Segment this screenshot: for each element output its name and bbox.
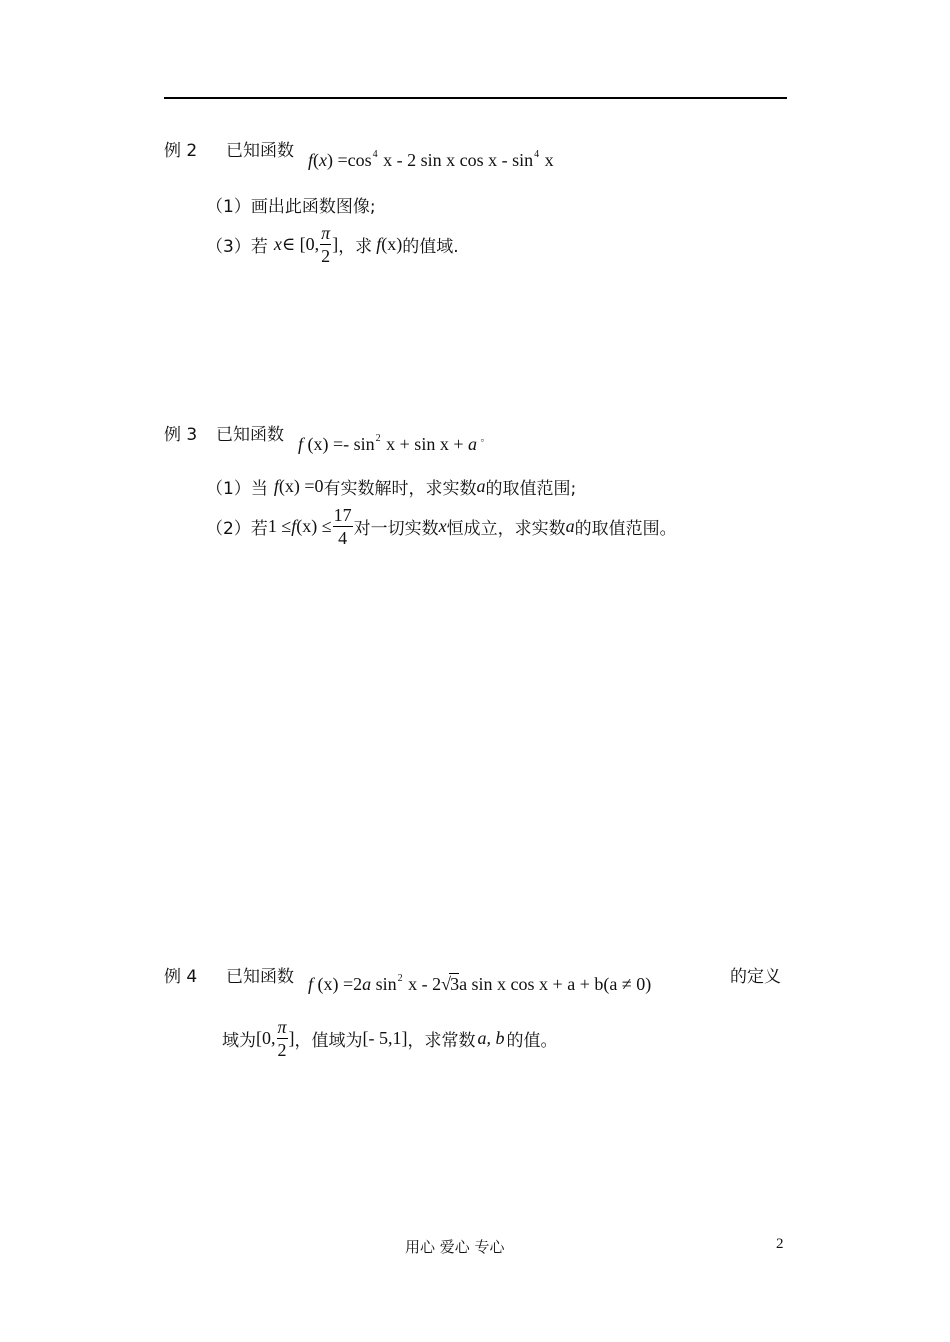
- ex3-q1: （1）当 f (x) =0 有实数解时，求实数 a 的取值范围;: [206, 476, 577, 499]
- ex2-q3-fraction: $\frac{\pi}{2}$: [321, 223, 331, 266]
- page-number: 2: [776, 1236, 784, 1252]
- header-rule: [164, 97, 787, 99]
- ex4-formula: f (x) =2a $\sin^2 x - 2√3a$ sin x cos x + a + b(a ≠ 0): [308, 973, 652, 994]
- ex3-formula: f $(x) =- \sin^2 x + \sin x + a$ 。: [298, 433, 491, 454]
- ex4-lead: 已知函数: [226, 967, 294, 987]
- ex2-label: 例 2: [164, 141, 198, 161]
- ex3-q2-fraction: $\frac{17}{4}$: [333, 505, 352, 548]
- ex2-lead: 已知函数: [226, 141, 294, 161]
- ex3-lead: 已知函数: [216, 425, 284, 445]
- ex4-line2: 域为 [0, $\frac{\pi}{2}$ ] ，值域为 [- 5,1] ，求常数 a, b 的值。: [222, 1017, 558, 1060]
- ex4-tail: 的定义: [730, 967, 781, 987]
- ex3-q2: （2）若 1 ≤ f (x) ≤ $\frac{17}{4}$ 对一切实数 x 恒成立，求实数 a 的取值范围。: [206, 505, 677, 548]
- footer-center-text: 用心 爱心 专心: [405, 1238, 505, 1256]
- ex4-fraction: $\frac{\pi}{2}$: [277, 1017, 287, 1060]
- ex2-q1: （1）画出此函数图像;: [206, 197, 376, 217]
- ex3-label: 例 3: [164, 425, 198, 445]
- sqrt-sign: √: [441, 974, 452, 994]
- ex4-label: 例 4: [164, 967, 198, 987]
- ex2-q3: （3）若 x ∈ [0, $\frac{\pi}{2}$ ] ，求 f (x) 的值域.: [206, 223, 459, 266]
- ex2-formula: $f(x) =\cos^4$ x - 2 sin x cos x - $\sin^4 x$: [308, 149, 554, 170]
